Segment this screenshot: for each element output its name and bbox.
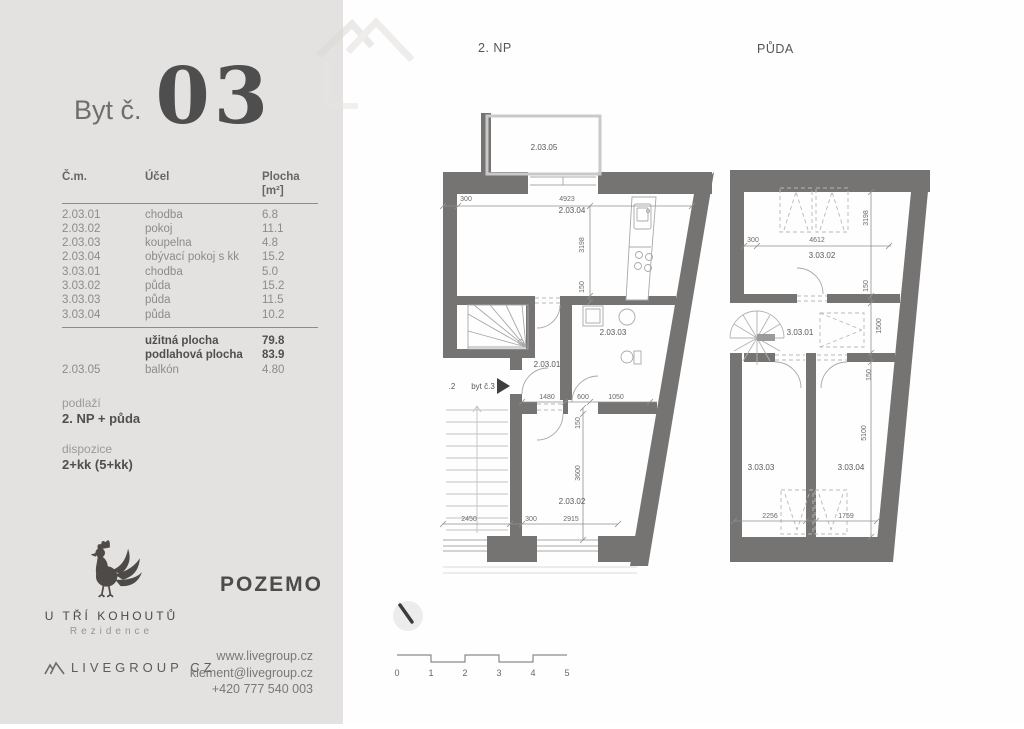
- north-arrow-icon: [393, 601, 423, 631]
- unit-label: Byt č.: [74, 95, 142, 125]
- plan-label: 150: [579, 281, 586, 293]
- floorplan-drawing: [343, 0, 1024, 724]
- cell-code: 2.03.01: [62, 208, 101, 221]
- cell-purpose: koupelna: [145, 237, 192, 250]
- plans-area: [343, 0, 1024, 724]
- mountains-icon: [44, 661, 66, 675]
- plan-label: 300: [460, 196, 472, 203]
- plan-label: 300: [747, 237, 759, 244]
- info-sidebar: [0, 0, 343, 724]
- plan-label: 1050: [608, 394, 624, 401]
- plan-label: 600: [577, 394, 589, 401]
- plan-label: 150: [575, 417, 582, 429]
- cell-area: 15.2: [262, 251, 285, 264]
- contact-web: www.livegroup.cz: [216, 649, 313, 663]
- cell-purpose: balkón: [145, 363, 179, 376]
- table-row-balcony: [62, 363, 318, 377]
- cell-purpose: půda: [145, 294, 171, 307]
- plan-label: 2: [462, 668, 468, 678]
- plan-label: 3600: [575, 465, 582, 481]
- cell-code: 3.03.01: [62, 265, 101, 278]
- rooster-icon: [79, 540, 145, 600]
- table-header: [62, 170, 318, 204]
- cell-purpose: obývací pokoj s kk: [145, 251, 239, 264]
- layout-value: 2+kk (5+kk): [62, 457, 133, 472]
- cell-code: 2.03.03: [62, 237, 101, 250]
- table-row: [62, 265, 318, 279]
- scalebar-labels: [394, 668, 569, 678]
- cell-purpose: půda: [145, 280, 171, 293]
- plan-label: 2915: [563, 516, 579, 523]
- room-label-2-03-02: 2.03.02: [558, 497, 586, 506]
- summary-value: 79.8: [262, 334, 285, 347]
- cell-code: 3.03.02: [62, 280, 101, 293]
- entry-arrow-icon: [497, 378, 510, 394]
- residence-subtitle: Rezidence: [69, 626, 154, 637]
- puda-walls: [730, 170, 930, 562]
- plan-label: 1759: [838, 513, 854, 520]
- cell-purpose: půda: [145, 308, 171, 321]
- cell-code: 2.03.05: [62, 363, 101, 376]
- plan-label: 1: [428, 668, 434, 678]
- cell-purpose: pokoj: [145, 222, 173, 235]
- table-row: [62, 293, 318, 307]
- room-label-2-03-04: 2.03.04: [558, 206, 586, 215]
- plan-label: 3198: [579, 237, 586, 253]
- floor-info: [62, 396, 140, 427]
- plan-label: 150: [866, 369, 873, 381]
- floor-label: podlaží: [62, 396, 101, 410]
- cell-code: 2.03.04: [62, 251, 101, 264]
- table-row: [62, 236, 318, 250]
- sill-lines: [443, 567, 637, 573]
- plan-label: 1480: [539, 394, 555, 401]
- summary-row: [62, 348, 318, 362]
- table-row: [62, 279, 318, 293]
- cell-area: 4.8: [262, 237, 278, 250]
- cell-code: 2.03.02: [62, 222, 101, 235]
- room-label-3-03-03: 3.03.03: [747, 463, 775, 472]
- cell-code: 3.03.03: [62, 294, 101, 307]
- summary-label: užitná plocha: [145, 334, 219, 347]
- agency-name: LIVEGROUP CZ: [71, 660, 216, 675]
- contact-phone: +420 777 540 003: [211, 682, 313, 696]
- developer-logo: POZEMO: [220, 573, 324, 596]
- summary-row: [62, 334, 318, 348]
- table-summary: [62, 328, 318, 377]
- cell-area: 15.2: [262, 280, 285, 293]
- residence-logo: [14, 540, 209, 637]
- room-label-3-03-01: 3.03.01: [786, 328, 814, 337]
- layout-info: [62, 442, 133, 473]
- floor-value: 2. NP + půda: [62, 411, 141, 426]
- plan-label: 2256: [762, 513, 778, 520]
- plan-label: 300: [525, 516, 537, 523]
- area-table: [62, 170, 318, 377]
- cell-area: 5.0: [262, 265, 278, 278]
- plan-label: 3: [496, 668, 502, 678]
- cell-area: 6.8: [262, 208, 278, 221]
- col-header-purpose: Účel: [145, 171, 170, 183]
- table-row: [62, 208, 318, 222]
- cell-area: 11.5: [262, 294, 284, 307]
- plan-title-puda: PŮDA: [757, 42, 794, 56]
- table-row: [62, 222, 318, 236]
- col-header-area: Plocha [m²]: [262, 171, 300, 198]
- table-body: [62, 204, 318, 328]
- residence-name: U TŘÍ KOHOUTŮ: [44, 609, 179, 623]
- unit-number: 03: [155, 51, 273, 142]
- plan-label: .2: [448, 382, 456, 391]
- plan-label: 3198: [863, 210, 870, 226]
- col-header-code: Č.m.: [62, 171, 87, 183]
- plan-label: 4612: [809, 237, 825, 244]
- scale-bar: [397, 655, 567, 662]
- plan-label: 2450: [461, 516, 477, 523]
- unit-entry-label: byt č.3: [471, 382, 495, 391]
- room-label-2-03-03: 2.03.03: [599, 328, 627, 337]
- cell-area: 10.2: [262, 308, 285, 321]
- contact-email: klement@livegroup.cz: [189, 665, 313, 680]
- cell-code: 3.03.04: [62, 308, 101, 321]
- cell-purpose: chodba: [145, 265, 183, 278]
- table-row: [62, 308, 318, 322]
- room-label-3-03-02: 3.03.02: [808, 251, 836, 260]
- plan-label: 5100: [861, 425, 868, 441]
- cell-area: 4.80: [262, 363, 285, 376]
- contact-block: [190, 648, 313, 698]
- plan-label: 0: [394, 668, 400, 678]
- plan-label: 5: [564, 668, 570, 678]
- summary-value: 83.9: [262, 349, 285, 362]
- plan-label: 1500: [876, 318, 883, 334]
- unit-header: [74, 51, 314, 142]
- plan-label: 150: [863, 280, 870, 292]
- summary-label: podlahová plocha: [145, 349, 243, 362]
- cell-area: 11.1: [262, 222, 284, 235]
- plan-label: 4: [530, 668, 536, 678]
- cell-purpose: chodba: [145, 208, 183, 221]
- room-label-3-03-04: 3.03.04: [837, 463, 865, 472]
- layout-label: dispozice: [62, 442, 113, 456]
- plan-title-2np: 2. NP: [478, 41, 512, 55]
- plan-label: 4923: [559, 196, 575, 203]
- straight-stair: [446, 406, 508, 533]
- room-label-2-03-01: 2.03.01: [533, 360, 561, 369]
- room-label-2-03-05: 2.03.05: [530, 143, 558, 152]
- table-row: [62, 250, 318, 264]
